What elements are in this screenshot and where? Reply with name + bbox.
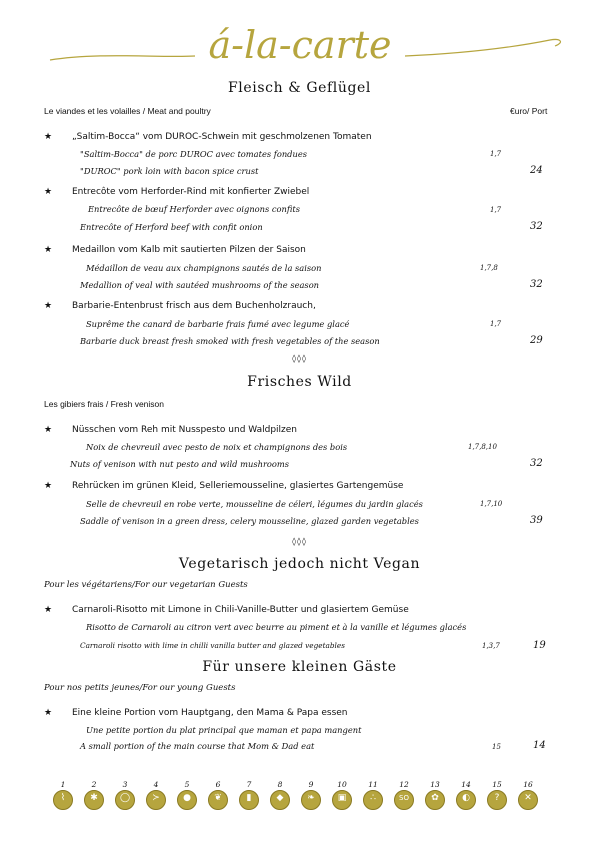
dish-name: Entrecôte vom Herforder-Rind mit konfierter Zwiebel	[72, 187, 310, 197]
allergen-6: 6 ❦	[207, 780, 229, 810]
dish-en: Saddle of venison in a green dress, celery mousseline, glazed garden vegetables	[80, 516, 419, 526]
allergen-codes: 1,7	[490, 206, 502, 214]
star-icon: ★	[44, 245, 53, 255]
star-icon: ★	[44, 425, 53, 435]
mustard-icon: ▣	[332, 790, 352, 810]
allergen-codes: 1,3,7	[482, 642, 500, 650]
star-icon: ★	[44, 187, 53, 197]
crab-icon: ✱	[84, 790, 104, 810]
dish-en: A small portion of the main course that Mom & Dad eat	[80, 741, 315, 751]
dish-name: Barbarie-Entenbrust frisch aus dem Buchenholzrauch,	[72, 301, 316, 311]
allergen-codes: 15	[492, 743, 501, 751]
dish-en: "DUROC" pork loin with bacon spice crust	[80, 166, 259, 176]
section-subtitle-kids: Pour nos petits jeunes/For our young Guests	[44, 683, 236, 693]
allergen-codes: 1,7,8,10	[468, 443, 497, 451]
section-title-vegetarian: Vegetarisch jedoch nicht Vegan	[178, 556, 421, 572]
dish-price: 39	[530, 515, 543, 526]
dish-fr: Suprême the canard de barbarie frais fumé avec legume glacé	[86, 319, 350, 329]
dish-price: 29	[530, 335, 543, 346]
allergen-16: 16 ✕	[517, 780, 539, 810]
menu-title	[0, 12, 599, 72]
soy-icon: ❦	[208, 790, 228, 810]
dish-fr: Une petite portion du plat principal que maman et papa mangent	[86, 725, 362, 735]
dish-fr: Risotto de Carnaroli au citron vert avec beurre au piment et à la vanille et légumes glacés	[86, 622, 467, 632]
section-subtitle-vegetarian: Pour les végétariens/For our vegetarian Guests	[44, 580, 248, 590]
star-icon: ★	[44, 605, 53, 615]
celery-icon: ❧	[301, 790, 321, 810]
dish-en: Carnaroli risotto with lime in chilli vanilla butter and glazed vegetables	[80, 641, 345, 650]
dish-price: 32	[530, 221, 543, 232]
star-icon: ★	[44, 301, 53, 311]
currency-label: €uro/ Port	[510, 106, 548, 116]
allergen-1: 1 ⌇	[52, 780, 74, 810]
allergen-11: 11 ∴	[362, 780, 384, 810]
allergen-codes: 1,7	[490, 320, 502, 328]
star-icon: ★	[44, 132, 53, 142]
dish-en: Barbarie duck breast fresh smoked with fresh vegetables of the season	[80, 336, 380, 346]
svg-text:á-la-carte: á-la-carte	[207, 23, 392, 67]
dish-price: 32	[530, 458, 543, 469]
grain-icon: ⌇	[53, 790, 73, 810]
dish-name: Medaillon vom Kalb mit sautierten Pilzen der Saison	[72, 245, 306, 255]
dish-en: Medallion of veal with sautéed mushrooms of the season	[80, 280, 320, 290]
allergen-5: 5 ●	[176, 780, 198, 810]
nut-icon: ◆	[270, 790, 290, 810]
title-flourish-icon	[20, 12, 580, 72]
dish-fr: Médaillon de veau aux champignons sautés de la saison	[86, 263, 322, 273]
milk-icon: ▮	[239, 790, 259, 810]
allergen-4: 4 ≻	[145, 780, 167, 810]
allergen-3: 3 ◯	[114, 780, 136, 810]
egg-icon: ◯	[115, 790, 135, 810]
allergen-13: 13 ✿	[424, 780, 446, 810]
allergen-legend	[52, 780, 552, 810]
dish-price: 19	[533, 640, 546, 651]
dish-fr: Noix de chevreuil avec pesto de noix et champignons des bois	[86, 442, 348, 452]
peanut-icon: ●	[177, 790, 197, 810]
dish-fr: Selle de chevreuil en robe verte, mousseline de céleri, légumes du jardin glacés	[86, 499, 423, 509]
cross-icon: ✕	[518, 790, 538, 810]
allergen-14: 14 ◐	[455, 780, 477, 810]
star-icon: ★	[44, 481, 53, 491]
allergen-2: 2 ✱	[83, 780, 105, 810]
mollusc-icon: ◐	[456, 790, 476, 810]
dish-price: 24	[530, 165, 543, 176]
lupin-icon: ✿	[425, 790, 445, 810]
dish-price: 32	[530, 279, 543, 290]
allergen-12: 12 SO	[393, 780, 415, 810]
allergen-codes: 1,7,8	[480, 264, 498, 272]
section-subtitle-venison: Les gibiers frais / Fresh venison	[44, 399, 164, 409]
dish-en: Nuts of venison with nut pesto and wild mushrooms	[70, 459, 290, 469]
allergen-codes: 1,7	[490, 150, 502, 158]
sesame-icon: ∴	[363, 790, 383, 810]
dish-name: Eine kleine Portion vom Hauptgang, den Mama & Papa essen	[72, 708, 348, 718]
allergen-codes: 1,7,10	[480, 500, 503, 508]
dish-fr: Entrecôte de bœuf Herforder avec oignons confits	[88, 204, 301, 214]
section-title-kids: Für unsere kleinen Gäste	[202, 659, 397, 675]
section-divider: ◊◊◊	[292, 354, 307, 363]
section-title-meat: Fleisch & Geflügel	[227, 80, 372, 96]
allergen-10: 10 ▣	[331, 780, 353, 810]
allergen-9: 9 ❧	[300, 780, 322, 810]
star-icon: ★	[44, 708, 53, 718]
section-divider: ◊◊◊	[292, 537, 307, 546]
allergen-15: 15 ?	[486, 780, 508, 810]
dish-fr: "Saltim-Bocca" de porc DUROC avec tomates fondues	[80, 149, 307, 159]
allergen-8: 8 ◆	[269, 780, 291, 810]
allergen-7: 7 ▮	[238, 780, 260, 810]
dish-name: Rehrücken im grünen Kleid, Selleriemousseline, glasiertes Gartengemüse	[72, 481, 404, 491]
dish-en: Entrecôte of Herford beef with confit onion	[80, 222, 263, 232]
dish-name: Nüsschen vom Reh mit Nusspesto und Waldpilzen	[72, 425, 297, 435]
sulphite-icon: SO	[394, 790, 414, 810]
dish-name: „Saltim-Bocca“ vom DUROC-Schwein mit geschmolzenen Tomaten	[72, 132, 372, 142]
section-title-venison: Frisches Wild	[247, 374, 352, 390]
fish-icon: ≻	[146, 790, 166, 810]
dish-price: 14	[533, 740, 546, 751]
dish-name: Carnaroli-Risotto mit Limone in Chili-Vanille-Butter und glasiertem Gemüse	[72, 605, 409, 615]
question-icon: ?	[487, 790, 507, 810]
section-subtitle-meat: Le viandes et les volailles / Meat and poultry	[44, 106, 211, 116]
